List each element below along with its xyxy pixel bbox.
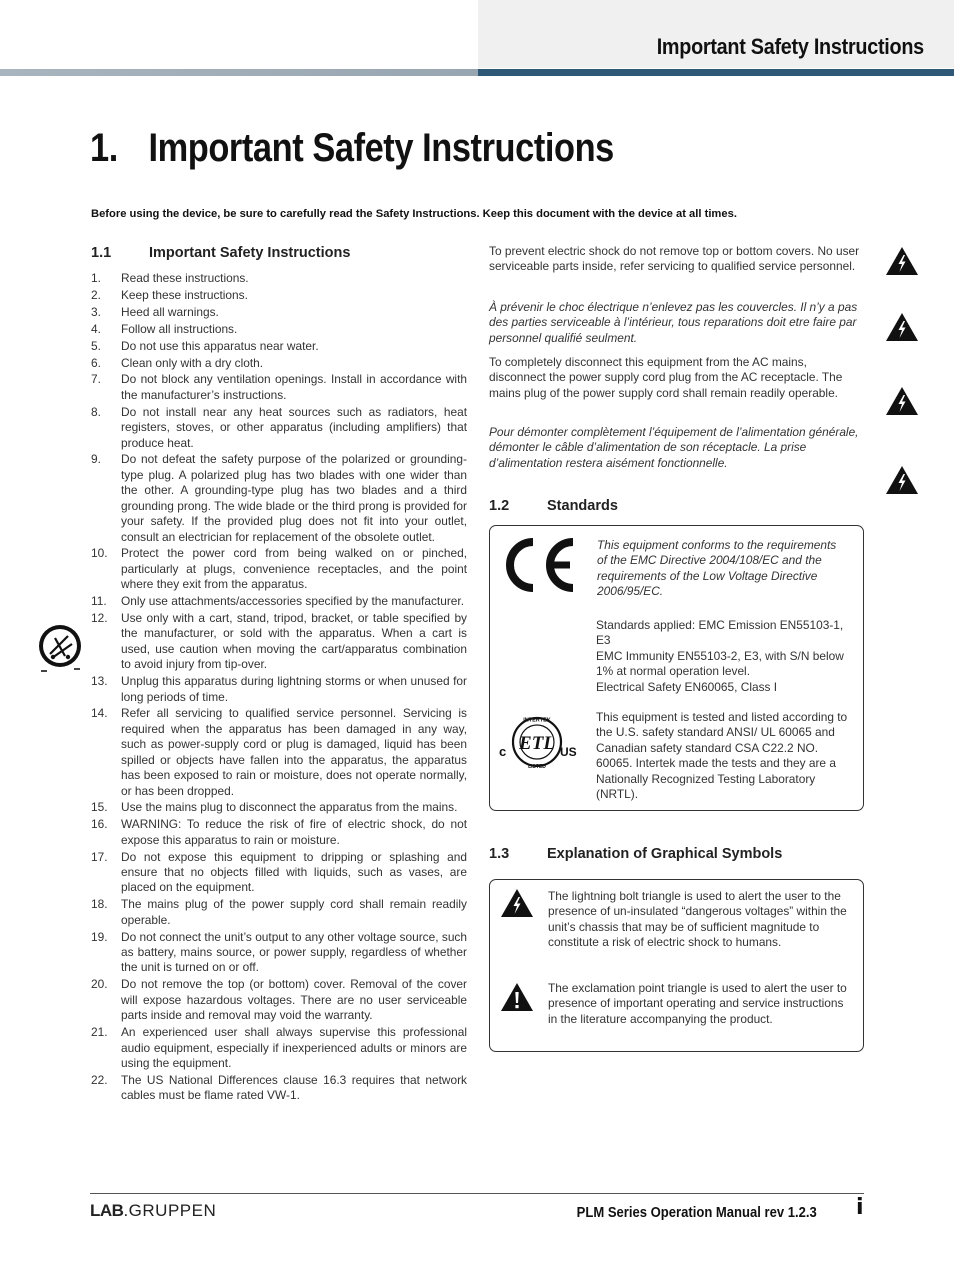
section-number: 1.2	[489, 498, 510, 514]
list-item	[91, 372, 467, 403]
list-item-number: 3.	[91, 304, 101, 319]
list-item	[91, 977, 467, 1023]
list-item	[91, 356, 467, 371]
list-item-text: Do not expose this equipment to dripping or splashing and ensure that no objects filled with liquids, such as vases, are placed on the equipment.	[121, 849, 467, 895]
list-item	[91, 594, 467, 609]
ce-conformity-text: This equipment conforms to the requirements of the EMC Directive 2004/108/EC and the requirements of the Low Voltage Directive 2006/95/EC.	[597, 538, 837, 599]
list-item	[91, 800, 467, 815]
list-item	[91, 452, 467, 544]
brand-logo	[90, 1201, 216, 1221]
lightning-triangle-icon	[885, 465, 919, 495]
list-item-number: 20.	[91, 977, 108, 992]
list-item-text: The mains plug of the power supply cord shall remain readily operable.	[121, 897, 467, 927]
list-item-text: Do not connect the unit’s output to any other voltage source, such as battery, mains source, or power supply, regardless of whether the unit is turned on or off.	[121, 929, 467, 975]
etl-top-label: INTERTEK	[523, 717, 551, 724]
list-item-text: Heed all warnings.	[121, 304, 219, 319]
page-number: i	[856, 1195, 864, 1220]
list-item-number: 7.	[91, 372, 101, 387]
list-item-text: Use the mains plug to disconnect the apparatus from the mains.	[121, 800, 458, 815]
warning-paragraph-fr-2: Pour démonter complètement l’équipement de l’alimentation générale, démonter le câble d’alimentation de son réceptacle. La prise d’alimentation restera aisément fonctionnelle.	[489, 425, 859, 470]
list-item	[91, 850, 467, 896]
list-item-text: Do not block any ventilation openings. Install in accordance with the manufacturer’s instructions.	[121, 372, 467, 402]
list-item-text: Do not defeat the safety purpose of the polarized or grounding-type plug. A polarized plug has two blades with one wider than the other. A grounding-type plug has two blades and a third grounding prong. The wide blade or the third prong is provided for your safety. If the provided plug does not fit into your outlet, consult an electrician for replacement of the obsolete outlet.	[121, 452, 467, 544]
instructions-list	[91, 271, 467, 1105]
list-item-number: 2.	[91, 287, 101, 302]
list-item-number: 9.	[91, 452, 101, 467]
list-item	[91, 322, 467, 337]
exclamation-symbol-text: The exclamation point triangle is used to alert the user to presence of important operating and service instructions in the literature accompanying the product.	[548, 981, 847, 1026]
list-item-text: Do not remove the top (or bottom) cover. Removal of the cover will expose hazardous voltages. There are no user serviceable parts inside and removal may void the warranty.	[121, 977, 467, 1023]
list-item	[91, 546, 467, 592]
logo-suffix: .GRUPPEN	[123, 1201, 217, 1220]
list-item-number: 19.	[91, 929, 108, 944]
list-item-text: Unplug this apparatus during lightning storms or when unused for long periods of time.	[121, 674, 467, 704]
warning-paragraph-en-1: To prevent electric shock do not remove top or bottom covers. No user serviceable parts inside, refer servicing to qualified service personnel.	[489, 244, 860, 274]
footer-document-title: PLM Series Operation Manual rev 1.2.3	[576, 1205, 817, 1221]
list-item-number: 8.	[91, 404, 101, 419]
list-item-text: Read these instructions.	[121, 271, 249, 285]
list-item	[91, 405, 467, 451]
etl-listing-text: This equipment is tested and listed according to the U.S. safety standard ANSI/ UL 60065 and Canadian safety standard CSA C22.2 NO. 60065. Intertek made the tests and they are a Nationally Recognized Testing Laboratory (NRTL).	[596, 710, 848, 802]
list-item	[91, 1025, 467, 1071]
list-item-text: Do not use this apparatus near water.	[121, 338, 319, 353]
header-bar-dark	[478, 69, 954, 76]
cart-tipover-icon	[38, 624, 82, 674]
list-item	[91, 611, 467, 673]
section-number: 1.1	[91, 245, 112, 261]
section-1-3-heading	[489, 846, 782, 862]
section-title: Important Safety Instructions	[149, 245, 351, 261]
footer-rule	[90, 1193, 864, 1194]
lightning-triangle-icon	[885, 312, 919, 342]
warning-paragraph-en-2: To completely disconnect this equipment from the AC mains, disconnect the power supply cord plug from the AC receptacle. The mains plug of the power supply cord shall remain readily operable.	[489, 355, 843, 400]
page-title-text: Important Safety Instructions	[148, 126, 614, 170]
section-1-1-heading	[91, 245, 350, 261]
section-number: 1.3	[489, 846, 510, 862]
list-item	[91, 305, 467, 320]
page-title-number: 1.	[90, 126, 118, 170]
section-1-2-heading	[489, 498, 618, 514]
etl-bottom-label: LISTED	[528, 764, 546, 770]
list-item-text: Protect the power cord from being walked on or pinched, particularly at plugs, convenience receptacles, and the point where they exit from the apparatus.	[121, 546, 467, 592]
list-item-number: 14.	[91, 706, 108, 721]
section-title: Standards	[547, 498, 618, 514]
standards-applied-text: Standards applied: EMC Emission EN55103-1, E3 EMC Immunity EN55103-2, E3, with S/N below 1% at normal operation level. Electrical Safety EN60065, Class I	[596, 618, 844, 694]
page-title	[90, 126, 614, 171]
list-item	[91, 339, 467, 354]
list-item-number: 16.	[91, 817, 108, 832]
list-item-number: 17.	[91, 849, 108, 864]
list-item-number: 13.	[91, 674, 108, 689]
list-item	[91, 271, 467, 286]
list-item-number: 10.	[91, 546, 108, 561]
list-item-text: Follow all instructions.	[121, 321, 238, 336]
lightning-triangle-icon	[885, 386, 919, 416]
list-item	[91, 674, 467, 705]
list-item-number: 15.	[91, 800, 108, 815]
list-item-number: 21.	[91, 1025, 108, 1040]
ce-mark-text: CE	[500, 536, 502, 537]
intro-text: Before using the device, be sure to carefully read the Safety Instructions. Keep this document with the device at all times.	[91, 208, 737, 220]
list-item-text: An experienced user shall always supervise this professional audio equipment, especially if inexperienced adults or minors are using the equipment.	[121, 1025, 467, 1070]
list-item	[91, 930, 467, 976]
warning-paragraph-fr-1: À prévenir le choc électrique n’enlevez pas les couvercles. Il n’y a pas des parties serviceable à l’intérieur, tous reparations doit etre faire par personnel qualifié seulment.	[489, 300, 858, 345]
header-bar-light	[0, 69, 478, 76]
list-item-text: The US National Differences clause 16.3 requires that network cables must be flame rated VW-1.	[121, 1072, 467, 1103]
list-item-text: Use only with a cart, stand, tripod, bracket, or table specified by the manufacturer, or sold with the apparatus. When a cart is used, use caution when moving the cart/apparatus combination to avoid injury from tip-over.	[121, 611, 467, 672]
section-title: Explanation of Graphical Symbols	[547, 846, 783, 862]
list-item-number: 18.	[91, 897, 108, 912]
list-item-text: Clean only with a dry cloth.	[121, 355, 264, 370]
list-item-number: 6.	[91, 355, 101, 370]
list-item	[91, 897, 467, 928]
list-item-number: 22.	[91, 1072, 108, 1087]
list-item-number: 5.	[91, 338, 101, 353]
etl-us-label: US	[560, 745, 577, 759]
ce-mark-icon	[500, 536, 578, 594]
list-item-number: 11.	[91, 594, 107, 609]
list-item	[91, 817, 467, 848]
list-item-number: 4.	[91, 321, 101, 336]
logo-prefix: LAB	[90, 1201, 124, 1220]
list-item-text: Refer all servicing to qualified service personnel. Servicing is required when the apparatus has been damaged in any way, such as power-supply cord or plug is damaged, liquid has been spilled or objects have fallen into the apparatus, the apparatus has been exposed to rain or moisture, does not operate normally, or has been dropped.	[121, 706, 467, 798]
lightning-triangle-icon	[500, 888, 534, 918]
list-item-text: Do not install near any heat sources such as radiators, heat registers, stoves, or other apparatus (including amplifiers) that produce heat.	[121, 404, 467, 450]
list-item-text: WARNING: To reduce the risk of fire of electric shock, do not expose this apparatus to rain or moisture.	[121, 817, 467, 847]
list-item	[91, 1073, 467, 1104]
list-item-number: 1.	[91, 271, 101, 285]
list-item	[91, 706, 467, 798]
etl-c-label: c	[499, 744, 507, 759]
svg-text:ETL: ETL	[519, 733, 555, 754]
header-title: Important Safety Instructions	[656, 34, 924, 59]
list-item-text: Only use attachments/accessories specified by the manufacturer.	[121, 594, 465, 609]
list-item-number: 12.	[91, 611, 108, 626]
exclamation-triangle-icon	[500, 982, 534, 1012]
list-item	[91, 288, 467, 303]
list-item-text: Keep these instructions.	[121, 287, 248, 302]
lightning-symbol-text: The lightning bolt triangle is used to alert the user to the presence of un-insulated “dangerous voltages” within the unit’s chassis that may be of sufficient magnitude to constitute a risk of electric shock to humans.	[548, 889, 847, 950]
etl-mark-icon	[497, 710, 581, 774]
lightning-triangle-icon	[885, 246, 919, 276]
